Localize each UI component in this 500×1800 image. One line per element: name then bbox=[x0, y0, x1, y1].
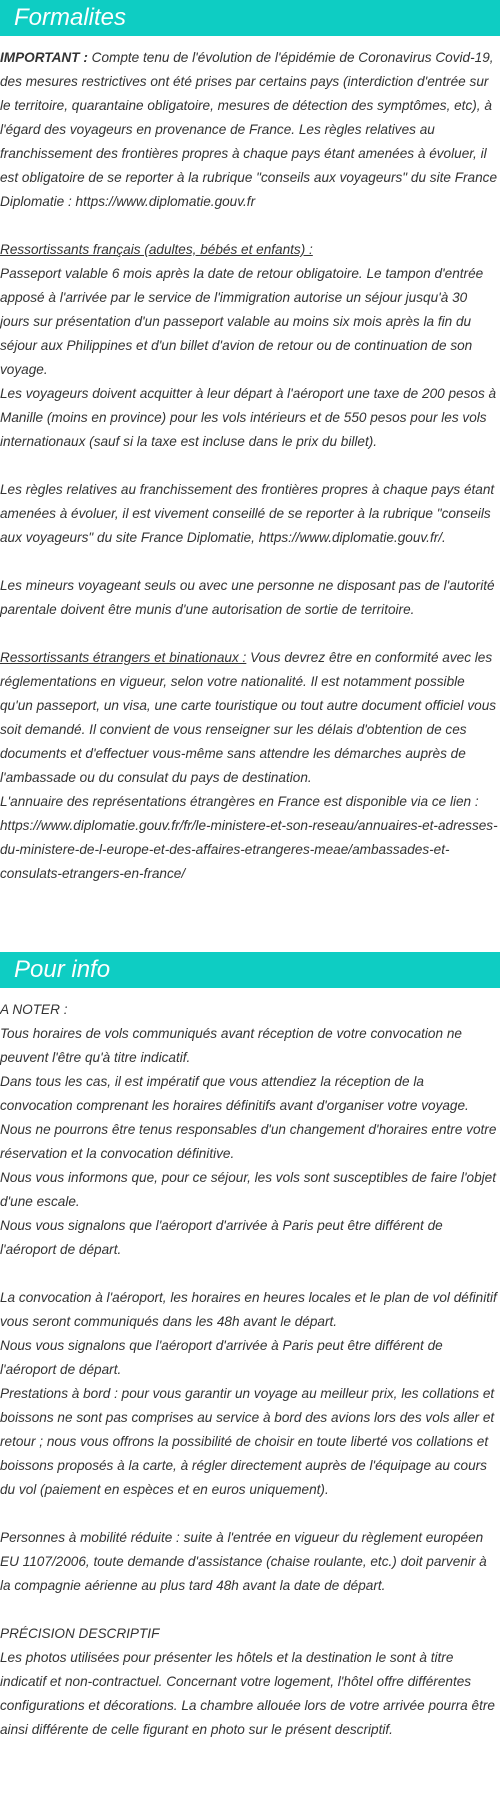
etrangers-text: Vous devrez être en conformité avec les réglementations en vigueur, selon votre nationalité. Il est notamment possible qu'un passeport, un visa, une carte touristique ou tout autre document officiel vous soit demandé. Il convient de vous renseigner sur les délais d'obtention de ces documents et d'effectuer vous-même sans attendre les démarches auprès de l'ambassade ou du consulat du pays de destination. bbox=[0, 650, 497, 785]
prestations-text: Prestations à bord : pour vous garantir un voyage au meilleur prix, les collations et boissons ne sont pas comprises au service à bord des avions lors des vols aller et retour ; nous vous offrons la possibilité de choisir en toute liberté vos collations et boissons proposés à la carte, à régler directement auprès de l'équipage au cours du vol (paiement en espèces et en euros uniquement). bbox=[0, 1386, 495, 1497]
precision-text: Les photos utilisées pour présenter les hôtels et la destination le sont à titre indicatif et non-contractuel. Concernant votre logement, l'hôtel offre différentes configurations et décorations. La chambre allouée lors de votre arrivée pourra être ainsi différente de celle figurant en photo sur le présent descriptif. bbox=[0, 1650, 495, 1737]
important-label: IMPORTANT : bbox=[0, 50, 88, 65]
pour-info-header bbox=[0, 952, 500, 988]
important-text: Compte tenu de l'évolution de l'épidémie de Coronavirus Covid-19, des mesures restrictives ont été prises par certains pays (interdiction d'entrée sur le territoire, quarantaine obligatoire, mesures de détection des symptômes, etc), à l'égard des voyageurs en provenance de France. Les règles relatives au franchissement des frontières propres à chaque pays étant amenées à évoluer, il est obligatoire de se reporter à la rubrique "conseils aux voyageurs" du site France Diplomatie : https://www.diplomatie.gouv.fr bbox=[0, 50, 498, 209]
etrangers-paragraph bbox=[0, 646, 500, 790]
francais-heading: Ressortissants français (adultes, bébés et enfants) : bbox=[0, 242, 313, 257]
pour-info-section bbox=[0, 904, 500, 1742]
formalites-section bbox=[0, 0, 500, 886]
responsables-text: Nous ne pourrons être tenus responsables d'un changement d'horaires entre votre réservation et la convocation définitive. bbox=[0, 1122, 497, 1161]
mobilite-text: Personnes à mobilité réduite : suite à l'entrée en vigueur du règlement européen EU 1107/2006, toute demande d'assistance (chaise roulante, etc.) doit parvenir à la compagnie aérienne au plus tard 48h avant la date de départ. bbox=[0, 1530, 487, 1593]
taxe-text: Les voyageurs doivent acquitter à leur départ à l'aéroport une taxe de 200 pesos à Manille (moins en province) pour les vols intérieurs et de 550 pesos pour les vols internationaux (sauf si la taxe est incluse dans le prix du billet). bbox=[0, 386, 497, 449]
aeroport-text-1: Nous vous signalons que l'aéroport d'arrivée à Paris peut être différent de l'aéroport de départ. bbox=[0, 1218, 443, 1257]
horaires-text: Tous horaires de vols communiqués avant réception de votre convocation ne peuvent l'être qu'à titre indicatif. bbox=[0, 1026, 462, 1065]
escale-text: Nous vous informons que, pour ce séjour, les vols sont susceptibles de faire l'objet d'une escale. bbox=[0, 1170, 497, 1209]
etrangers-heading: Ressortissants étrangers et binationaux : bbox=[0, 650, 247, 665]
francais-text: Passeport valable 6 mois après la date de retour obligatoire. Le tampon d'entrée apposé à l'arrivée par le service de l'immigration autorise un séjour jusqu'à 30 jours sur présentation d'un passeport valable au moins six mois après la fin du séjour aux Philippines et d'un billet d'avion de retour ou de continuation de son voyage. bbox=[0, 266, 484, 377]
mineurs-text: Les mineurs voyageant seuls ou avec une personne ne disposant pas de l'autorité parentale doivent être munis d'une autorisation de sortie de territoire. bbox=[0, 578, 495, 617]
a-noter-label: A NOTER : bbox=[0, 1002, 68, 1017]
convocation-text: Dans tous les cas, il est impératif que vous attendiez la réception de la convocation comprenant les horaires définitifs avant d'organiser votre voyage. bbox=[0, 1074, 469, 1113]
annuaire-text: L'annuaire des représentations étrangères en France est disponible via ce lien : https://www.diplomatie.gouv.fr/fr/le-ministere-et-son-reseau/annuaires-et-adresses-du-ministere-de-l-europe-et-des-affaires-etrangeres-meae/ambassades-et-consulats-etrangers-en-france/ bbox=[0, 794, 498, 881]
pour-info-body bbox=[0, 988, 500, 1742]
formalites-title: Formalites bbox=[14, 4, 127, 31]
formalites-header bbox=[0, 0, 500, 36]
aeroport-text-2: Nous vous signalons que l'aéroport d'arrivée à Paris peut être différent de l'aéroport de départ. bbox=[0, 1338, 443, 1377]
formalites-body bbox=[0, 36, 500, 886]
pour-info-title: Pour info bbox=[14, 956, 111, 983]
important-paragraph bbox=[0, 46, 500, 214]
regles-text: Les règles relatives au franchissement des frontières propres à chaque pays étant amenées à évoluer, il est vivement conseillé de se reporter à la rubrique "conseils aux voyageurs" du site France Diplomatie, https://www.diplomatie.gouv.fr/. bbox=[0, 482, 495, 545]
convocation-48h-text: La convocation à l'aéroport, les horaires en heures locales et le plan de vol définitif vous seront communiqués dans les 48h avant le départ. bbox=[0, 1290, 497, 1329]
precision-heading: PRÉCISION DESCRIPTIF bbox=[0, 1626, 160, 1641]
